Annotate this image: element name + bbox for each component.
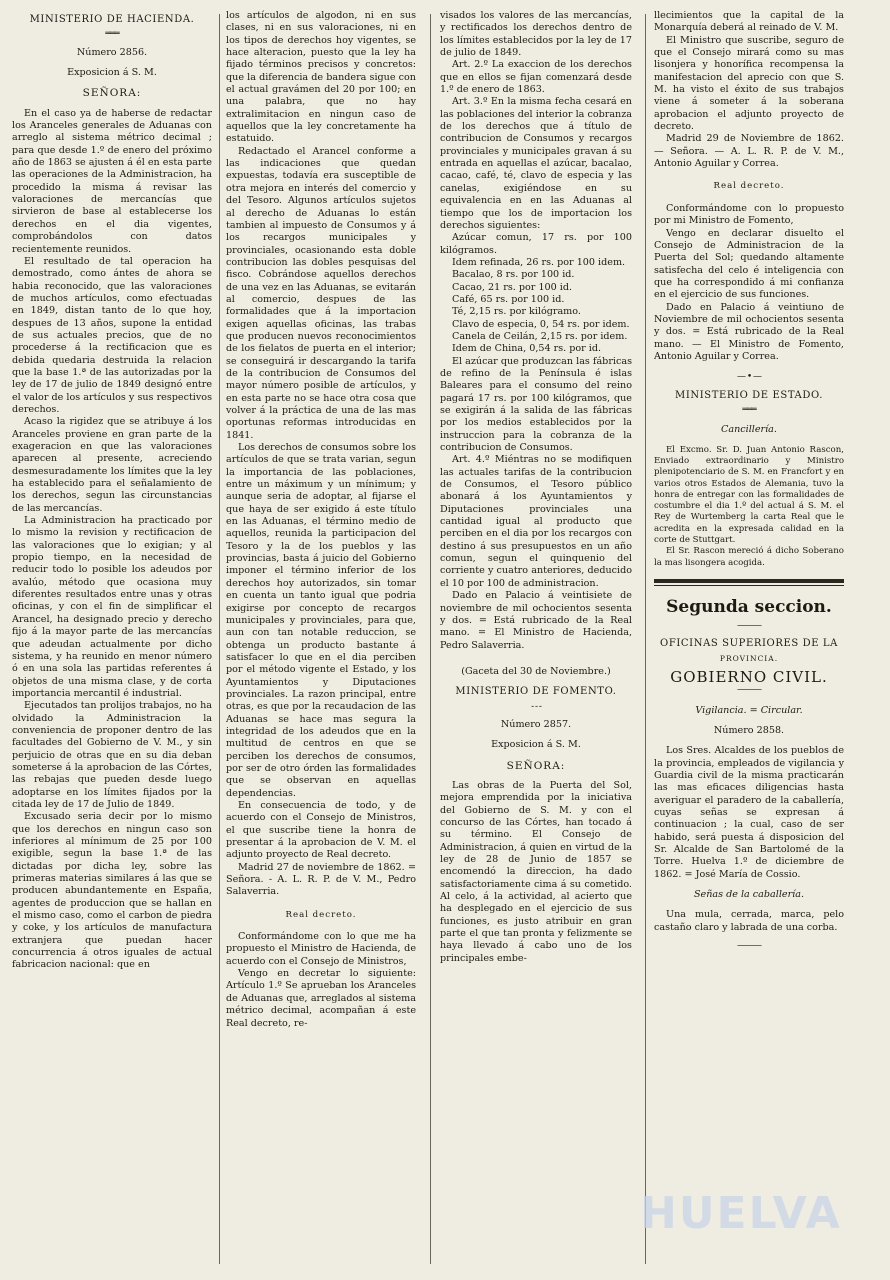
paragraph: Los derechos de consumos sobre los artículos de que se trata varian, segun la importancia de las poblaciones, entre un máximum y un mínimum; y aunque seria de adoptar, al fijarse el que haya de ser exigido á este título en las Aduanas, el término medio de aquellos, reunida la participacion del Tesoro y la de los pueblos y las provincias, basta á juicio del Gobierno imponer el término inferior de los derechos hoy autorizados, sin tomar en cuenta un tanto igual que podria exigirse por concepto de recargos municipales y provinciales, para que, aun con tan notable reduccion, se obtenga un producto bastante á satisfacer lo que en el dia perciben por el método vigente el Estado, y los Ayuntamientos y Diputaciones provinciales. La razon principal, entre otras, es que por la recaudacion de las Aduanas se hace mas segura la integridad de los adeudos que en la multitud de centros en que se perciben los derechos de consumos, por ser de otro órden las formalidades que se observan en aquellas dependencias. — [226, 442, 416, 799]
real-decreto-header: Real decreto. — [285, 909, 357, 920]
paragraph: Los Sres. Alcaldes de los pueblos de la provincia, empleados de vigilancia y Guardia civil de la misma practicarán las mas eficaces diligencias hasta averiguar el paradero de la caballería, cuyas señas se expresan á continuacion ; la cual, caso de ser habido, será puesta á disposicion del Sr. Alcalde de San Bartolomé de la Torre. Huelva 1.º de diciembre de 1862. = José María de Cossio. — [654, 745, 844, 880]
paragraph: los artículos de algodon, ni en sus clases, ni en sus valoraciones, ni en los tipos de derechos hoy vigentes, se hace alteracion, puesto que la ley ha fijado términos precisos y concretos: que la diferencia de bandera sigue con el actual gravámen del 20 por 100; en una palabra, que no hay extralimitacion en ningun caso de aquellos que la ley concretamente ha estatuido. — [226, 10, 416, 145]
tariff-item: Té, 2,15 rs. por kilógramo. — [452, 306, 581, 318]
province-label: PROVINCIA. — [719, 653, 779, 663]
section-header: MINISTERIO DE FOMENTO. — [455, 686, 617, 698]
column-2 — [226, 10, 416, 1272]
subsection-title: Señas de la caballería. — [693, 889, 805, 901]
tariff-item: Azúcar comun, 17 rs. por 100 kilógramos. — [440, 232, 632, 256]
thin-rule — [654, 585, 844, 586]
paragraph: Conformándome con lo propuesto por mi Ministro de Fomento, — [654, 202, 844, 227]
document-number: Número 2857. — [500, 718, 572, 730]
paragraph: Art. 3.º En la misma fecha cesará en las poblaciones del interior la cobranza de los derechos que á título de contribucion de Consumos y recargos provinciales y municipales gravan á su entrada en aquellas el azúcar, bacalao, cacao, café, té, clavo de especia y las canelas, exigiéndose en su equivalencia en en las Aduanas al tiempo que los de importacion los derechos siguientes: — [440, 96, 632, 231]
section-title: Segunda seccion. — [666, 596, 832, 617]
column-rule — [430, 14, 431, 1264]
offices-header: OFICINAS SUPERIORES DE LA — [660, 638, 838, 650]
section-header: MINISTERIO DE ESTADO. — [675, 389, 823, 401]
paragraph: El resultado de tal operacion ha demostrado, como ántes de ahora se habia reconocido, que las valoraciones de muchos artículos, como efectuadas en 1849, distan tanto de lo que hoy, despues de 13 años, supone la entidad de sus actuales precios, que de no procederse á la rectificacion que es debida quedaria destruida la relacion que la base 1.ª de las autorizadas por la ley de 17 de julio de 1849 designó entre el valor de los artículos y sus respectivos derechos. — [12, 255, 212, 415]
exposition-title: Exposicion á S. M. — [67, 67, 157, 79]
ornament: - - - — [531, 701, 541, 712]
paragraph: En consecuencia de todo, y de acuerdo con el Consejo de Ministros, el que suscribe tiene la honra de presentar á la aprobacion de V. M. el adjunto proyecto de Real decreto. — [226, 800, 416, 861]
separator: ——— — [737, 685, 761, 696]
paragraph: El Ministro que suscribe, seguro de que el Consejo mirará como su mas lisonjera y honorífica recompensa la manifestacion del aprecio con que S. M. ha visto el éxito de sus trabajos viene á someter á la soberana aprobacion el adjunto proyecto de decreto. — [654, 34, 844, 133]
paragraph: La Administracion ha practicado por lo mismo la revision y rectificacion de las valoraciones que lo exigian; y al propio tiempo, en la necesidad de reducir todo lo posible los adeudos por avalúo, método que ocasiona muy diferentes resultados entre unas y otras oficinas, y con el fin de simplificar el Arancel, ha designado precio y derecho fijo á la mayor parte de las mercancías que adeudan actualmente por dicho sistema, y ha reunido en menor número ó en una sola las partidas referentes á objetos de una misma clase, y de corta importancia mercantil é industrial. — [12, 515, 212, 699]
separator: ——— — [737, 941, 761, 952]
paragraph: llecimientos que la capital de la Monarquía deberá al reinado de V. M. — [654, 10, 844, 34]
tariff-item: Bacalao, 8 rs. por 100 id. — [452, 269, 575, 281]
paragraph: En el caso ya de haberse de redactar los Aranceles generales de Aduanas con arreglo al sistema métrico decimal ; para que desde 1.º de enero del próximo año de 1863 se ajusten á él en esta parte las operaciones de la Administracion, ha procedido la misma á revisar las valoraciones de mercancías que sirvieron de base al establecerse los derechos en el dia vigentes, comprobándolos con datos recientemente reunidos. — [12, 107, 212, 255]
salutation: SEÑORA: — [506, 759, 566, 772]
tariff-item: Idem de China, 0,54 rs. por id. — [452, 343, 602, 355]
paragraph: Redactado el Arancel conforme a las indicaciones que quedan expuestas, todavía era susceptible de otra mejora en interés del comercio y del Tesoro. Algunos artículos sujetos al derecho de Aduanas lo están tambien al impuesto de Consumos y á los recargos municipales y provinciales, ocasionando esta doble contribucion las dobles pesquisas del fisco. Cobrándose aquellos derechos de una vez en las Aduanas, se evitarán al comercio, despues de las formalidades que á la importacion exigen aquellas oficinas, las trabas que producen nuevos reconocimientos de los fielatos de puerta en el interior; se conseguirá ir descargando la tarifa de la contribucion de Consumos del mayor número posible de artículos, y en esta parte no se hace otra cosa que volver á la práctica de una de las mas oportunas reformas introducidas en 1841. — [226, 145, 416, 441]
paragraph: visados los valores de las mercancías, y rectificados los derechos dentro de los límites establecidos por la ley de 17 de julio de 1849. — [440, 10, 632, 59]
paragraph: Dado en Palacio á veintiuno de Noviembre de mil ochocientos sesenta y dos. = Está rubricado de la Real mano. — El Ministro de Fomento, Antonio Aguilar y Correa. — [654, 301, 844, 362]
tariff-item: Canela de Ceilán, 2,15 rs. por idem. — [452, 330, 628, 342]
thick-rule — [654, 579, 844, 583]
subsection-title: Cancillería. — [721, 424, 777, 436]
paragraph: Acaso la rigidez que se atribuye á los Aranceles proviene en gran parte de la exageracion en que las valoraciones aparecen al presente, acreciendo desmesuradamente los límites que la ley ha establecido para el señalamiento de los derechos, segun las circunstancias de las mercancías. — [12, 416, 212, 514]
signature: Madrid 27 de noviembre de 1862. = Señora. - A. L. R. P. de V. M., Pedro Salaverria. — [226, 861, 416, 898]
exposition-title: Exposicion á S. M. — [491, 739, 581, 751]
paragraph: Art. 2.º La exaccion de los derechos que en ellos se fijan comenzará desde 1.º de enero de 1863. — [440, 59, 632, 96]
column-rule — [645, 14, 646, 1264]
paragraph: El azúcar que produzcan las fábricas de refino de la Península é islas Baleares para el consumo del reino pagará 17 rs. por 100 kilógramos, que se exigirán á la salida de las fábricas por los medios establecidos por la instruccion para la cobranza de la contribucion de Consumos. — [440, 355, 632, 454]
paragraph: El Sr. Rascon mereció á dicho Soberano la mas lisongera acogida. — [654, 546, 844, 568]
paragraph: Vengo en decretar lo siguiente: Artículo 1.º Se aprueban los Aranceles de Aduanas que, arreglados al sistema métrico decimal, acompañan á este Real decreto, re- — [226, 968, 416, 1029]
column-1 — [12, 10, 212, 1272]
paragraph: Art. 4.º Miéntras no se modifiquen las actuales tarifas de la contribucion de Consumos, el Tesoro público abonará á los Ayuntamientos y Diputaciones provinciales una cantidad igual al producto que perciben en el dia por los recargos con destino á sus presupuestos en un año comun, segun el quinquenio del corriente y cuatro anteriores, deducido el 10 por 100 de administracion. — [440, 454, 632, 589]
paragraph: El Excmo. Sr. D. Juan Antonio Rascon, Enviado extraordinario y Ministro plenipotenciario de S. M. en Francfort y en varios otros Estados de Alemania, tuvo la honra de entregar con las formalidades de costumbre el dia 1.º del actual á S. M. el Rey de Wurtemberg la carta Real que le acredita en la expresada calidad en la corte de Stuttgart. — [654, 444, 844, 546]
paragraph: Conformándome con lo que me ha propuesto el Ministro de Hacienda, de acuerdo con el Consejo de Ministros, — [226, 931, 416, 967]
tariff-item: Idem refinada, 26 rs. por 100 idem. — [452, 256, 626, 268]
document-number: Número 2858. — [713, 724, 785, 736]
tariff-item: Cacao, 21 rs. por 100 id. — [452, 281, 573, 293]
paragraph: Vengo en declarar disuelto el Consejo de Administracion de la Puerta del Sol; quedando altamente satisfecha del celo é inteligencia con que ha correspondido á mi confianza en el ejercicio de sus funciones. — [654, 227, 844, 301]
paragraph: Ejecutados tan prolijos trabajos, no ha olvidado la Administracion la conveniencia de proponer dentro de las facultades del Gobierno de V. M., y sin perjuicio de otras que en su dia deban someterse á la aprobacion de las Córtes, las rebajas que pueden desde luego adoptarse en los límites fijados por la citada ley de 17 de Julio de 1849. — [12, 700, 212, 810]
paragraph: Dado en Palacio á veintisiete de noviembre de mil ochocientos sesenta y dos. = Está rubricado de la Real mano. = El Ministro de Hacienda, Pedro Salaverria. — [440, 590, 632, 651]
column-4 — [654, 10, 844, 1272]
gobierno-civil-header: GOBIERNO CIVIL. — [670, 667, 828, 686]
salutation: SEÑORA: — [82, 87, 142, 100]
signature: Madrid 29 de Noviembre de 1862. — Señora. — A. L. R. P. de V. M., Antonio Aguilar y Correa. — [654, 133, 844, 170]
subsection-title: Vigilancia. = Circular. — [695, 704, 803, 716]
paragraph: Una mula, cerrada, marca, pelo castaño claro y labrada de una corba. — [654, 909, 844, 933]
paragraph: Excusado seria decir por lo mismo que los derechos en ningun caso son inferiores al mínimum de 25 por 100 exigible, segun la base 1.ª de las dictadas por dicha ley, sobre las primeras materias similares á las que se producen abundantemente en España, agentes de produccion que se hallan en el mismo caso, como el carbon de piedra y coke, y los artículos de manufactura extranjera que puedan hacer concurrencia á otros iguales de actual fabricacion nacional: que en — [12, 811, 212, 971]
column-rule — [219, 14, 220, 1264]
paragraph: Las obras de la Puerta del Sol, mejora emprendida por la iniciativa del Gobierno de S. M. y con el concurso de las Córtes, han tocado á su término. El Consejo de Administracion, á quien en virtud de la ley de 28 de Junio de 1857 se encomendó la direccion, ha dado satisfactoriamente cima á su cometido. Al celo, á la actividad, al acierto que ha desplegado en el ejercicio de sus funciones, es justo atribuir en gran parte el que tan pronta y felizmente se haya llevado á cabo uno de los principales embe- — [440, 779, 632, 964]
document-number: Número 2856. — [76, 46, 148, 58]
separator: ——— — [737, 620, 761, 631]
watermark-logo: HUELVA — [640, 1188, 842, 1239]
section-header: MINISTERIO DE HACIENDA. — [29, 14, 195, 25]
real-decreto-header: Real decreto. — [713, 181, 785, 192]
ornament: ═══ — [742, 404, 756, 415]
separator: — • — — [736, 372, 762, 383]
ornament: ═══ — [105, 29, 119, 40]
tariff-item: Café, 65 rs. por 100 id. — [452, 293, 565, 305]
gaceta-note: (Gaceta del 30 de Noviembre.) — [461, 665, 611, 677]
column-3 — [440, 10, 632, 1272]
tariff-item: Clavo de especia, 0, 54 rs. por idem. — [452, 318, 630, 330]
